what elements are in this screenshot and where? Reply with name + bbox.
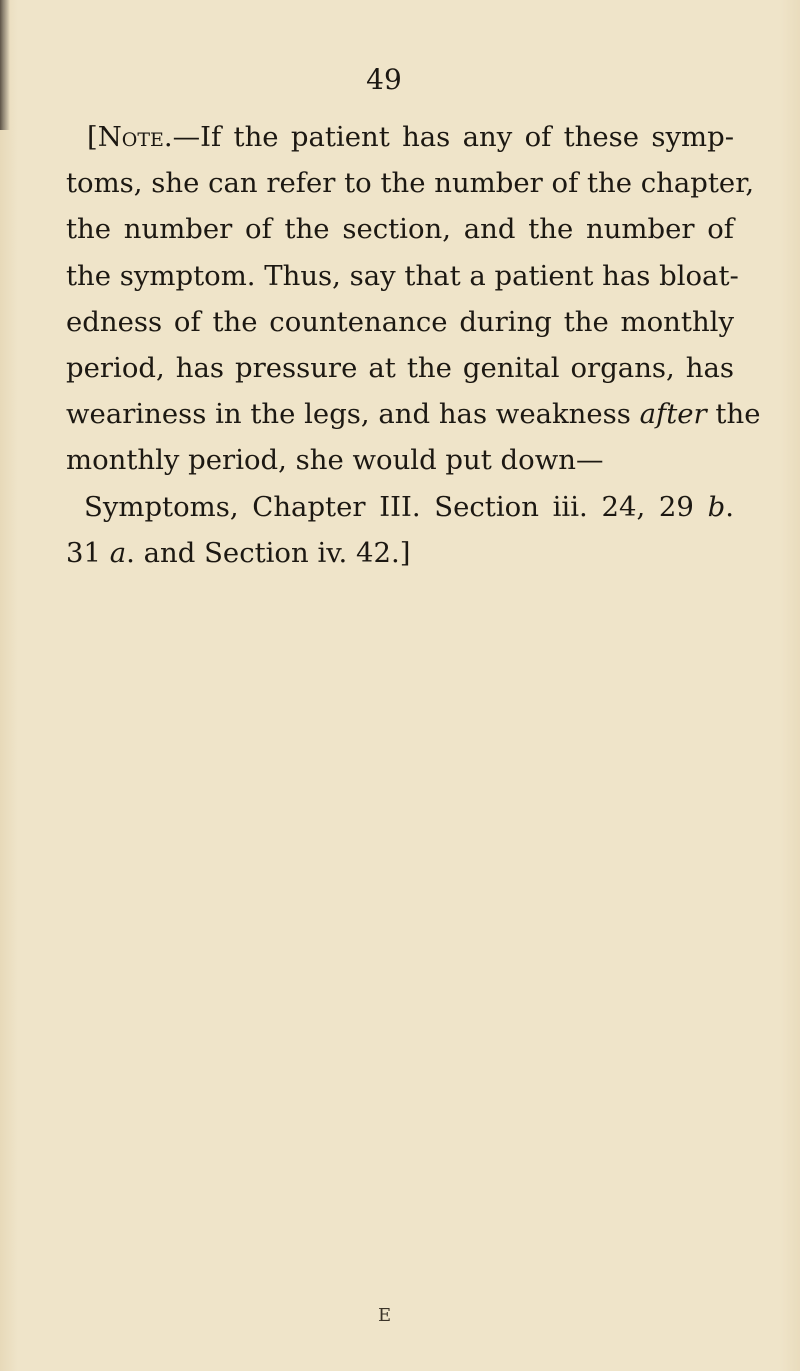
note-line-1-text: .—If the patient has any of these symp- (163, 121, 734, 153)
note-paragraph (66, 114, 761, 576)
note-line-9 (66, 484, 734, 530)
subsection-b: b (707, 490, 726, 523)
note-line-10-text-b: . and Section iv. 42.] (126, 536, 411, 569)
binding-edge-shadow (0, 0, 10, 130)
note-line-1 (66, 114, 734, 160)
note-line-3: the number of the section, and the number of (66, 213, 734, 246)
note-line-10 (66, 530, 734, 576)
signature-mark: E (378, 1305, 392, 1326)
note-line-7-text-a: weariness in the legs, and has weakness (66, 398, 640, 431)
note-line-7 (66, 391, 761, 437)
open-bracket: [ (87, 121, 98, 153)
note-line-5: edness of the countenance during the monthly (66, 305, 734, 338)
note-line-7-text-b: the (706, 398, 761, 431)
emphasis-after: after (639, 398, 707, 431)
note-line-10-text-a: 31 (66, 536, 110, 569)
note-line-6: period, has pressure at the genital organs, has (66, 352, 734, 385)
note-line-4: the symptom. Thus, say that a patient has bloat- (66, 259, 739, 292)
page-number: 49 (366, 63, 402, 96)
note-label: Note (97, 121, 164, 153)
subsection-a: a (109, 536, 127, 569)
note-line-9-text-a: Symptoms, Chapter III. Section iii. 24, 29 (84, 490, 708, 523)
note-line-9-text-b: . (725, 490, 734, 523)
note-line-2: toms, she can refer to the number of the chapter, (66, 167, 755, 200)
note-line-8: monthly period, she would put down— (66, 444, 604, 477)
